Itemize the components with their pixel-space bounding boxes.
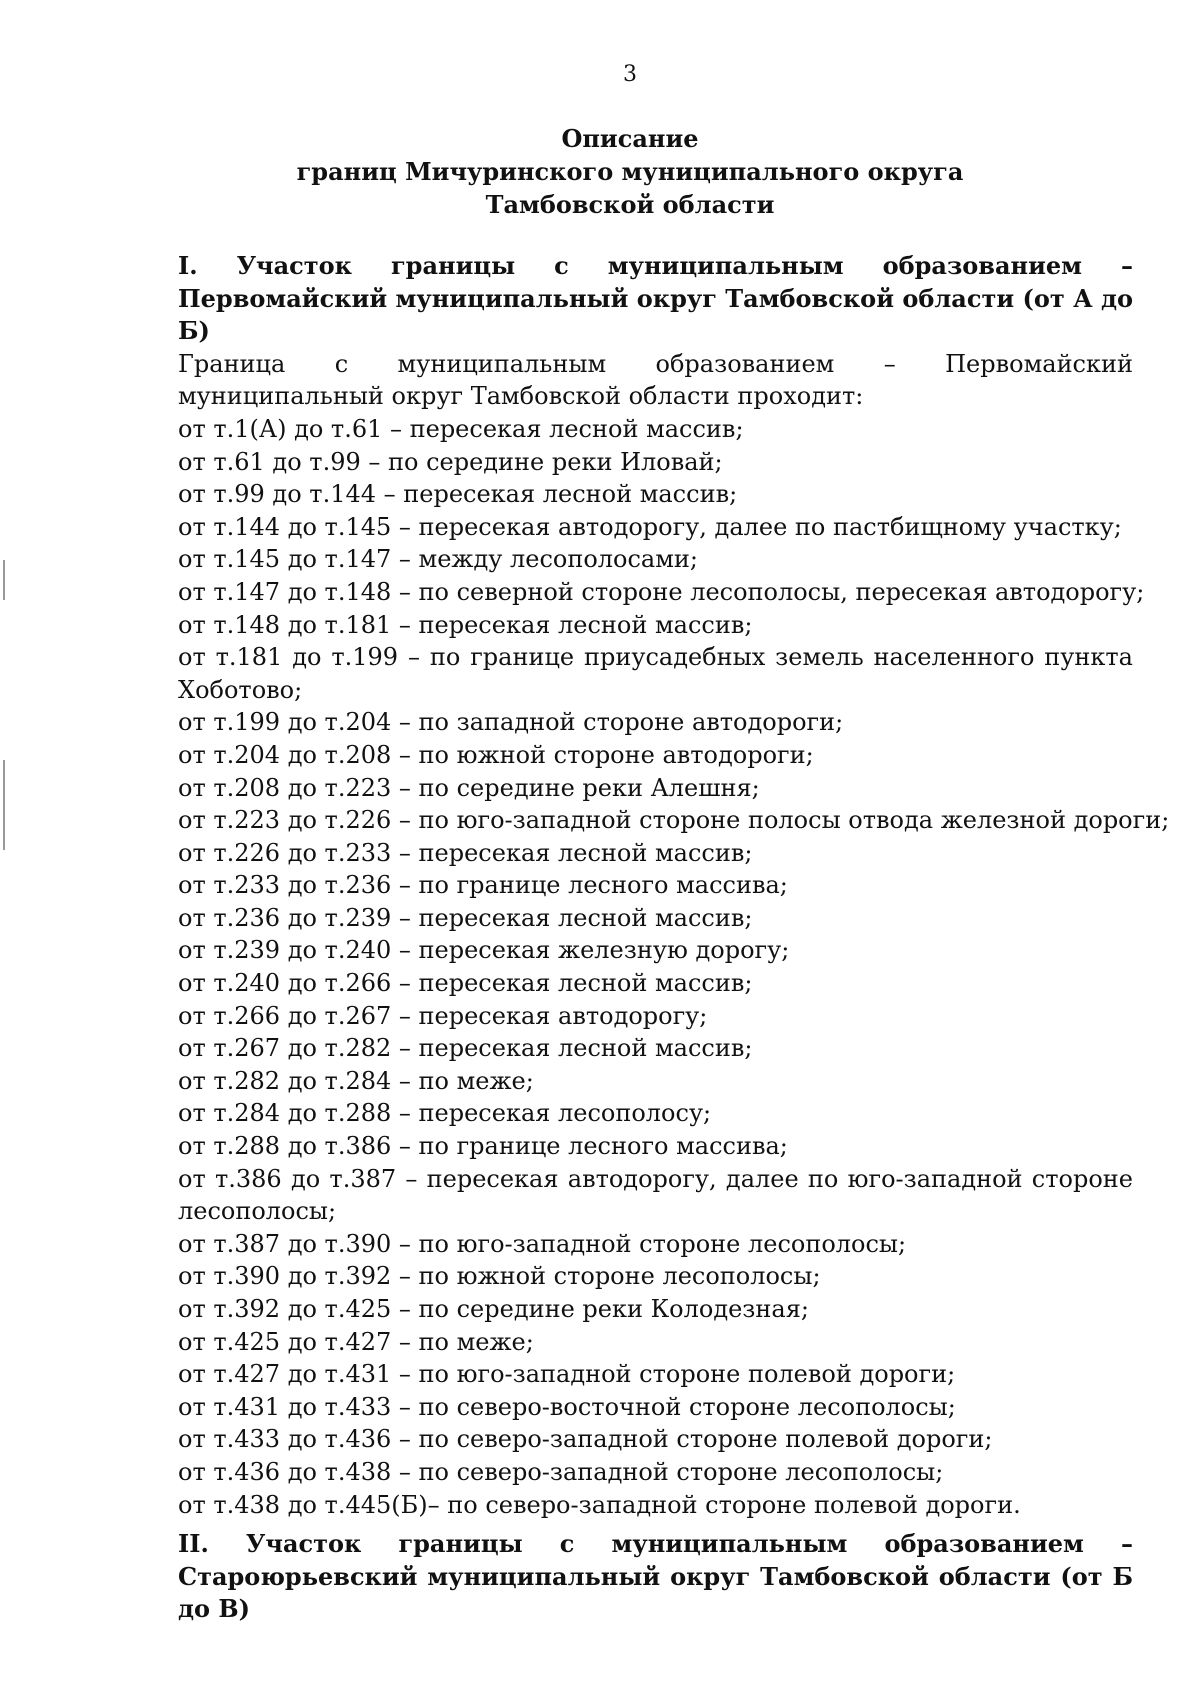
boundary-segment-item: от т.425 до т.427 – по меже; — [178, 1327, 534, 1356]
title-line-2: границ Мичуринского муниципального округа — [296, 157, 964, 186]
document-title — [0, 122, 1200, 221]
boundary-segment-item: от т.199 до т.204 – по западной стороне автодороги; — [178, 708, 844, 737]
scan-margin-mark — [3, 760, 5, 850]
section-2 — [178, 1528, 1133, 1626]
boundary-segment-item: от т.147 до т.148 – по северной стороне лесополосы, пересекая автодорогу; — [178, 577, 1145, 606]
boundary-segment-item: от т.208 до т.223 – по середине реки Алешня; — [178, 773, 760, 802]
boundary-segment-item: от т.144 до т.145 – пересекая автодорогу, далее по пастбищному участку; — [178, 512, 1122, 541]
boundary-segment-list — [178, 413, 1170, 1521]
boundary-segment-item: от т.145 до т.147 – между лесополосами; — [178, 545, 698, 574]
boundary-segment-item: от т.266 до т.267 – пересекая автодорогу; — [178, 1001, 708, 1030]
section-1-heading: I. Участок границы с муниципальным образованием – Первомайский муниципальный округ Тамбовской области (от А до Б) — [178, 251, 1133, 346]
boundary-segment-item: от т.427 до т.431 – по юго-западной стороне полевой дороги; — [178, 1360, 956, 1389]
boundary-segment-item: от т.99 до т.144 – пересекая лесной массив; — [178, 480, 738, 509]
boundary-segment-item: от т.61 до т.99 – по середине реки Иловай; — [178, 447, 723, 476]
boundary-segment-item: от т.226 до т.233 – пересекая лесной массив; — [178, 838, 753, 867]
section-1-intro: Граница с муниципальным образованием – Первомайский муниципальный округ Тамбовской области проходит: — [178, 349, 1133, 411]
boundary-segment-item: от т.181 до т.199 – по границе приусадебных земель населенного пункта Хоботово; — [178, 643, 1133, 704]
boundary-segment-item: от т.284 до т.288 – пересекая лесополосу; — [178, 1099, 712, 1128]
boundary-segment-item: от т.392 до т.425 – по середине реки Колодезная; — [178, 1295, 809, 1323]
boundary-segment-item: от т.236 до т.239 – пересекая лесной массив; — [178, 903, 753, 932]
boundary-segment-item: от т.288 до т.386 – по границе лесного массива; — [178, 1132, 788, 1161]
boundary-segment-item: от т.1(А) до т.61 – пересекая лесной массив; — [178, 414, 744, 443]
boundary-segment-item: от т.387 до т.390 – по юго-западной стороне лесополосы; — [178, 1229, 907, 1258]
boundary-segment-item: от т.267 до т.282 – пересекая лесной массив; — [178, 1034, 753, 1063]
title-line-3: Тамбовской области — [485, 190, 775, 219]
boundary-segment-item: от т.433 до т.436 – по северо-западной стороне полевой дороги; — [178, 1425, 993, 1454]
section-2-heading: II. Участок границы с муниципальным образованием – Староюрьевский муниципальный округ Тамбовской области (от Б до В) — [178, 1529, 1133, 1624]
boundary-segment-item: от т.239 до т.240 – пересекая железную дорогу; — [178, 936, 790, 965]
page-number: 3 — [623, 62, 637, 87]
boundary-segment-item: от т.204 до т.208 – по южной стороне автодороги; — [178, 740, 814, 769]
boundary-segment-item: от т.233 до т.236 – по границе лесного массива; — [178, 871, 788, 900]
scan-margin-mark — [3, 560, 5, 600]
boundary-segment-item: от т.386 до т.387 – пересекая автодорогу, далее по юго-западной стороне лесополосы; — [178, 1164, 1133, 1226]
boundary-segment-item: от т.148 до т.181 – пересекая лесной массив; — [178, 610, 753, 639]
boundary-segment-item: от т.240 до т.266 – пересекая лесной массив; — [178, 969, 753, 998]
section-1 — [178, 250, 1170, 1521]
boundary-segment-item: от т.431 до т.433 – по северо-восточной стороне лесополосы; — [178, 1392, 956, 1421]
boundary-segment-item: от т.223 до т.226 – по юго-западной стороне полосы отвода железной дороги; — [178, 806, 1170, 835]
boundary-segment-item: от т.438 до т.445(Б)– по северо-западной стороне полевой дороги. — [178, 1490, 1021, 1519]
boundary-segment-item: от т.390 до т.392 – по южной стороне лесополосы; — [178, 1262, 821, 1291]
boundary-segment-item: от т.282 до т.284 – по меже; — [178, 1066, 534, 1095]
boundary-segment-item: от т.436 до т.438 – по северо-западной стороне лесополосы; — [178, 1457, 944, 1486]
title-line-1: Описание — [561, 124, 699, 153]
